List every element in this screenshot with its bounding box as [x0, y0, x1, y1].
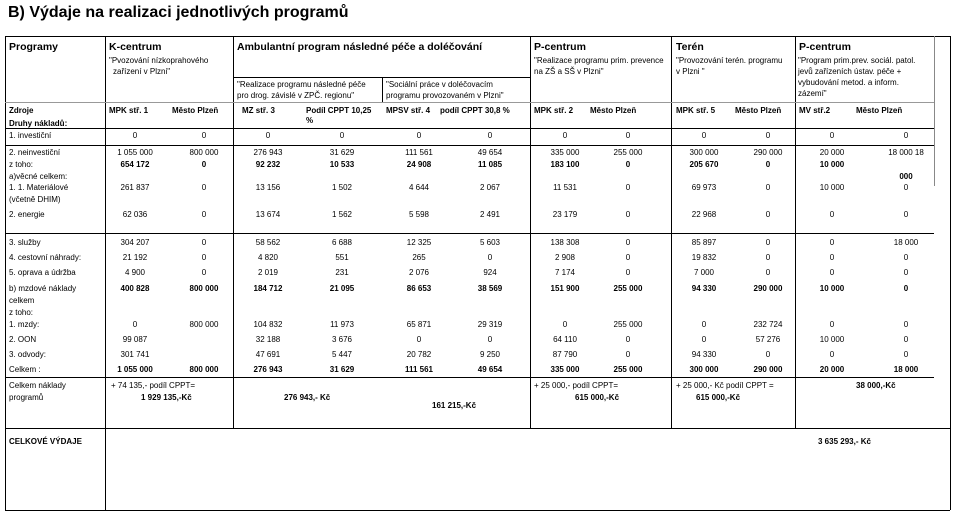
row-line-c: [5, 233, 934, 234]
pc1-sub2: na ZŠ a SŠ v Plzni": [534, 67, 604, 76]
right-inner-border: [934, 36, 935, 186]
table-cell: 20 000: [819, 365, 845, 374]
source-4: Podíl CPPT 10,25 %: [306, 106, 372, 125]
table-cell: 7 174: [554, 268, 576, 277]
source-11: MV stř.2: [799, 106, 831, 115]
table-cell: 11 085: [477, 160, 503, 169]
table-cell: 551: [335, 253, 349, 262]
table-cell: 94 330: [691, 284, 717, 293]
header-amb: Ambulantní program následné péče a doléčování: [237, 41, 483, 53]
table-cell: 65 871: [406, 320, 432, 329]
row-label: 1. investiční: [9, 131, 52, 140]
row-label: z toho:: [9, 308, 34, 317]
row-label: celkem: [9, 296, 35, 305]
teren-total-line2: 615 000,-Kč: [696, 393, 741, 402]
table-cell: 232 724: [753, 320, 783, 329]
table-cell: 1 502: [331, 183, 353, 192]
source-9: MPK stř. 5: [676, 106, 716, 115]
table-cell: 0: [201, 253, 207, 262]
table-cell: 304 207: [120, 238, 150, 247]
table-cell: 99 087: [122, 335, 148, 344]
table-cell: 0: [765, 350, 771, 359]
kcentrum-sub2: zařízení v Plzni": [113, 67, 171, 76]
table-cell: 24 908: [406, 160, 432, 169]
table-bottom-border: [5, 510, 950, 511]
header-pc2: P-centrum: [799, 41, 851, 53]
table-cell: 184 712: [253, 284, 283, 293]
table-cell: 290 000: [753, 284, 783, 293]
table-cell: 22 968: [691, 210, 717, 219]
pc2-sub3: vybudování metod. a inform.: [798, 78, 899, 87]
table-cell: 111 561: [405, 148, 433, 157]
table-cell: 0: [701, 320, 707, 329]
source-2: Město Plzeň: [172, 106, 219, 115]
teren-sub2: v Plzni ": [676, 67, 705, 76]
table-cell: 1 055 000: [117, 365, 153, 374]
table-cell: 0: [903, 268, 909, 277]
table-cell: 335 000: [550, 148, 580, 157]
header-kcentrum: K-centrum: [109, 41, 162, 53]
table-cell: 0: [903, 131, 909, 140]
k-total-line2: 1 929 135,-Kč: [141, 393, 192, 402]
row-line-a: [5, 128, 934, 129]
table-cell: 335 000: [550, 365, 580, 374]
table-cell: 0: [701, 131, 707, 140]
row-label: z toho:: [9, 160, 34, 169]
table-cell: 62 036: [122, 210, 148, 219]
pc1-total-line1: + 25 000,- podíl CPPT=: [534, 381, 619, 390]
table-cell: 400 828: [120, 284, 150, 293]
table-cell: 9 250: [479, 350, 501, 359]
row-line-d: [5, 377, 934, 378]
table-cell: 0: [487, 335, 493, 344]
header-pc1: P-centrum: [534, 41, 586, 53]
table-cell: 0: [765, 131, 771, 140]
table-cell: 0: [765, 210, 771, 219]
table-cell: 0: [829, 253, 835, 262]
table-cell: 6 688: [331, 238, 353, 247]
table-cell: 255 000: [613, 365, 643, 374]
table-cell: 800 000: [189, 148, 219, 157]
table-cell: 57 276: [755, 335, 781, 344]
table-cell: 2 908: [554, 253, 576, 262]
row-label: 2. OON: [9, 335, 37, 344]
row-line-e: [5, 428, 950, 429]
header-programy: Programy: [9, 41, 59, 53]
table-cell: 290 000: [753, 148, 783, 157]
table-cell: 0: [562, 320, 568, 329]
table-cell: 21 192: [122, 253, 148, 262]
pc1-sub1: "Realizace programu prim. prevence: [534, 56, 664, 65]
row-label: a)věcné celkem:: [9, 172, 68, 181]
table-cell: 0: [625, 335, 631, 344]
pc1-total-line2: 615 000,-Kč: [575, 393, 620, 402]
table-cell: 49 654: [477, 365, 503, 374]
table-cell: 276 943: [253, 365, 283, 374]
table-cell: 2 076: [408, 268, 430, 277]
table-cell: 0: [765, 238, 771, 247]
table-cell: 111 561: [404, 365, 434, 374]
table-cell: 0: [625, 268, 631, 277]
table-cell: 0: [625, 253, 631, 262]
table-cell: 31 629: [329, 148, 355, 157]
table-cell: 205 670: [689, 160, 719, 169]
amb-sub2a: "Sociální práce v doléčovacím: [386, 80, 493, 89]
table-cell: 4 900: [124, 268, 146, 277]
table-cell: 0: [903, 284, 909, 293]
table-cell: 0: [903, 320, 909, 329]
row-label: 1. 1. Materiálové: [9, 183, 69, 192]
table-cell: 800 000: [189, 365, 219, 374]
table-cell: 86 653: [406, 284, 432, 293]
table-top-border: [5, 36, 950, 37]
table-cell: 0: [201, 268, 207, 277]
table-cell: 10 000: [819, 160, 845, 169]
table-cell: 290 000: [753, 365, 783, 374]
table-cell: 151 900: [550, 284, 580, 293]
table-right-border: [950, 36, 951, 510]
table-cell: 654 172: [120, 160, 150, 169]
table-cell: 13 674: [255, 210, 281, 219]
page-title: [8, 4, 349, 22]
k-total-line1: + 74 135,- podíl CPPT=: [111, 381, 196, 390]
table-cell: 0: [765, 253, 771, 262]
table-cell: 0: [132, 320, 138, 329]
row-label: 3. odvody:: [9, 350, 46, 359]
amb-total1: 276 943,- Kč: [284, 393, 331, 402]
source-1: MPK stř. 1: [109, 106, 149, 115]
table-cell: 0: [625, 183, 631, 192]
table-cell: 800 000: [189, 320, 219, 329]
grand-total-label: CELKOVÉ VÝDAJE: [9, 437, 82, 446]
header-zdroje: Zdroje: [9, 106, 34, 115]
table-cell: 0: [625, 131, 631, 140]
table-cell: 0: [903, 210, 909, 219]
table-cell: 0: [625, 238, 631, 247]
table-cell: 11 531: [553, 183, 577, 192]
table-cell: 4 644: [408, 183, 430, 192]
table-cell: 18 000: [893, 365, 919, 374]
table-cell: 49 654: [477, 148, 503, 157]
header-druhy: Druhy nákladů:: [9, 119, 68, 128]
amb-sub-divider: [382, 77, 383, 102]
table-cell: 138 308: [550, 238, 580, 247]
pc2-sub1: "Program prim.prev. sociál. patol.: [798, 56, 916, 65]
table-cell: 800 000: [189, 284, 219, 293]
table-cell: 183 100: [550, 160, 580, 169]
table-cell: 19 832: [691, 253, 717, 262]
table-cell: 18 000 18: [888, 148, 924, 157]
table-cell: 10 000: [819, 335, 845, 344]
table-cell: 0: [416, 335, 422, 344]
sources-top-line: [5, 102, 934, 103]
table-cell: 0: [625, 210, 631, 219]
row-label: (včetně DHIM): [9, 195, 61, 204]
table-cell: 0: [625, 350, 631, 359]
table-cell: 0: [903, 335, 909, 344]
source-3: MZ stř. 3: [242, 106, 275, 115]
table-cell: 0: [701, 335, 707, 344]
table-cell: 69 973: [691, 183, 717, 192]
source-12: Město Plzeň: [856, 106, 903, 115]
table-cell: 1 055 000: [117, 148, 153, 157]
source-6: podíl CPPT 30,8 %: [440, 106, 510, 115]
source-5: MPSV stř. 4: [386, 106, 431, 115]
kcentrum-sub1: "Pvozování nízkoprahového: [109, 56, 209, 65]
table-cell: 20 000: [819, 148, 845, 157]
source-10: Město Plzeň: [735, 106, 782, 115]
source-8: Město Plzeň: [590, 106, 637, 115]
table-cell: 1 562: [331, 210, 353, 219]
table-cell: 0: [416, 131, 422, 140]
table-left-border: [5, 36, 6, 510]
amb-sub1a: "Realizace programu následné péče: [237, 80, 366, 89]
table-cell: 261 837: [120, 183, 150, 192]
pc2-sub4: zázemí": [798, 89, 827, 98]
row-label: 5. oprava a údržba: [9, 268, 76, 277]
table-cell: 300 000: [689, 365, 719, 374]
row-label: 2. neinvestiční: [9, 148, 61, 157]
table-cell: 255 000: [613, 320, 643, 329]
table-cell: 0: [562, 131, 568, 140]
table-cell: 23 179: [552, 210, 578, 219]
table-cell: 12 325: [406, 238, 432, 247]
table-cell: 301 741: [120, 350, 150, 359]
table-cell: 0: [765, 183, 771, 192]
amb-sub1b: pro drog. závislé v ZPČ. regionu": [237, 91, 355, 100]
teren-sub1: "Provozování terén. programu: [676, 56, 783, 65]
table-cell: 5 598: [408, 210, 430, 219]
table-cell: 276 943: [253, 148, 283, 157]
table-cell: 0: [201, 210, 207, 219]
table-cell: 0: [201, 131, 207, 140]
table-cell: 0: [765, 268, 771, 277]
table-cell: 0: [829, 268, 835, 277]
row-label: b) mzdové náklady: [9, 284, 77, 293]
table-cell: 5 603: [479, 238, 501, 247]
table-cell: 300 000: [689, 148, 719, 157]
table-cell: 87 790: [552, 350, 578, 359]
grand-total-value: 3 635 293,- Kč: [818, 437, 871, 446]
table-cell: 11 973: [330, 320, 354, 329]
table-cell: 0: [829, 238, 835, 247]
table-cell: 0: [201, 183, 207, 192]
table-cell: 47 691: [255, 350, 281, 359]
table-cell: 0: [201, 238, 207, 247]
table-cell: 104 832: [253, 320, 283, 329]
table-cell: 0: [487, 253, 493, 262]
title-text: B) Výdaje na realizaci jednotlivých programů: [8, 4, 349, 21]
table-cell: 0: [903, 183, 909, 192]
table-cell: 2 019: [257, 268, 279, 277]
table-cell: 000: [899, 172, 913, 181]
table-cell: 85 897: [691, 238, 717, 247]
table-cell: 0: [132, 131, 138, 140]
table-cell: 7 000: [693, 268, 715, 277]
teren-total-line1: + 25 000,- Kč podíl CPPT =: [676, 381, 774, 390]
table-cell: 10 000: [819, 183, 845, 192]
row-label: 2. energie: [9, 210, 45, 219]
table-cell: 0: [339, 131, 345, 140]
table-cell: 18 000: [893, 238, 919, 247]
table-cell: 94 330: [691, 350, 717, 359]
amb-sub2b: programu provozovaném v Plzni": [386, 91, 504, 100]
row-label: Celkem :: [9, 365, 41, 374]
table-cell: 0: [765, 160, 771, 169]
table-cell: 0: [903, 350, 909, 359]
table-cell: 32 188: [255, 335, 281, 344]
table-cell: 255 000: [613, 284, 643, 293]
table-cell: 255 000: [613, 148, 643, 157]
table-cell: 3 676: [331, 335, 353, 344]
table-cell: 0: [201, 160, 207, 169]
table-cell: 21 095: [329, 284, 355, 293]
amb-total2: 161 215,-Kč: [432, 401, 477, 410]
table-cell: 231: [335, 268, 349, 277]
table-cell: 2 067: [479, 183, 501, 192]
table-cell: 4 820: [257, 253, 279, 262]
table-cell: 0: [829, 350, 835, 359]
table-cell: 0: [903, 253, 909, 262]
pc2-total: 38 000,-Kč: [856, 381, 896, 390]
table-cell: 10 000: [819, 284, 845, 293]
header-teren: Terén: [676, 41, 704, 53]
table-cell: 64 110: [553, 335, 577, 344]
pc2-sub2: jevů zařízeních ústav. péče +: [798, 67, 902, 76]
table-cell: 38 569: [477, 284, 503, 293]
table-cell: 0: [829, 210, 835, 219]
table-cell: 5 447: [331, 350, 353, 359]
totals-label1: Celkem náklady: [9, 381, 66, 390]
table-cell: 0: [487, 131, 493, 140]
row-label: 4. cestovní náhrady:: [9, 253, 82, 262]
table-cell: 0: [265, 131, 271, 140]
table-cell: 29 319: [477, 320, 503, 329]
table-cell: 31 629: [329, 365, 355, 374]
row-label: 3. slu‌žby: [9, 238, 41, 247]
table-cell: 13 156: [255, 183, 281, 192]
table-cell: 10 533: [329, 160, 355, 169]
table-cell: 0: [625, 160, 631, 169]
totals-label2: programů: [9, 393, 44, 402]
table-cell: 20 782: [406, 350, 432, 359]
table-cell: 0: [829, 320, 835, 329]
table-cell: 265: [412, 253, 426, 262]
source-7: MPK stř. 2: [534, 106, 574, 115]
table-cell: 924: [483, 268, 497, 277]
table-cell: 2 491: [479, 210, 501, 219]
table-cell: 92 232: [255, 160, 281, 169]
row-line-b: [5, 145, 934, 146]
table-cell: 0: [829, 131, 835, 140]
row-label: 1. mzdy:: [9, 320, 40, 329]
table-cell: 58 562: [255, 238, 281, 247]
